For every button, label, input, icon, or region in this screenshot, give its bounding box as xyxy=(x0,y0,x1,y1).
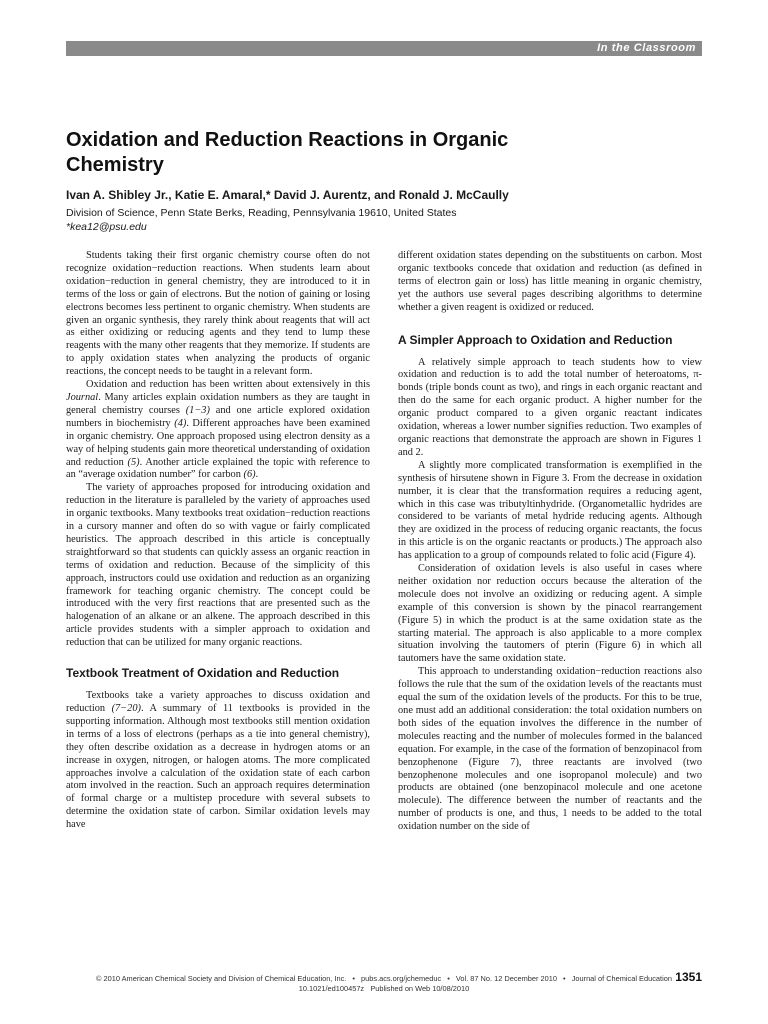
paragraph: different oxidation states depending on the substituents on carbon. Most organic textbooks concede that oxidation and reduction (as defined in terms of electron gain or loss) has little meaning in organic chemistry, yet the authors use several pages describing algorithms to determine whether a given reagent is oxidized or reduced. xyxy=(398,250,702,313)
left-column xyxy=(66,250,370,832)
paragraph: Consideration of oxidation levels is also useful in cases where neither oxidation nor reduction occurs because the alteration of the molecule does not involve an oxidizing or reducing agent. A simple example of this conversion is shown by the pinacol rearrangement (Figure 5) in which the product is at the same oxidation state as the starting material. The approach is also applicable to a more complex situation involving the tautomers of pterin (Figure 6) in which all tautomers have the same oxidation state. xyxy=(398,563,702,665)
paragraph: Students taking their first organic chemistry course often do not recognize oxidation−reduction reactions. When students learn about oxidation−reduction in general chemistry, they are introduced to it in terms of the loss or gain of electrons. But the notion of gaining or losing electrons becomes less pertinent to organic chemistry. When students are given an organic synthesis, they rarely think about reagents that will act as either oxidizing or reducing agents and they tend to lump these reagents with the many other reagents that they memorize. If students are to apply oxidation states when analyzing the products of organic reactions, the concept needs to be taught in a relevant form. xyxy=(66,250,370,378)
citation-link[interactable]: (6) xyxy=(243,469,256,481)
bullet-separator: • xyxy=(563,974,566,983)
section-banner xyxy=(66,41,702,56)
section-heading: A Simpler Approach to Oxidation and Reduction xyxy=(398,332,673,347)
publication-date: Published on Web 10/08/2010 xyxy=(370,984,470,993)
article-title: Oxidation and Reduction Reactions in Organic Chemistry xyxy=(66,129,509,176)
author-affiliation: Division of Science, Penn State Berks, Reading, Pennsylvania 19610, United States xyxy=(66,207,457,219)
right-column xyxy=(398,250,702,834)
page-footer xyxy=(66,974,702,994)
citation-link[interactable]: (1−3) xyxy=(185,404,210,416)
paragraph: The variety of approaches proposed for introducing oxidation and reduction in the literature is paralleled by the variety of approaches used in organic textbooks. Many textbooks treat oxidation−reduction reactions in a cursory manner and often do so with vague or fairly complicated heuristics. The approach described in this article is conceptually straightforward so that students can quickly assess an organic reaction in terms of oxidation and reduction. Because of the simplicity of this approach, instructors could use oxidation and reduction as an organizing framework for teaching organic chemistry. The concept could be introduced with the very first reactions that are presented such as the halogenation of an alkane or an alkene. The approach described in this article provides students with a simpler approach to oxidation and reduction that can be utilized for many organic reactions. xyxy=(66,482,370,649)
corresponding-email[interactable]: *kea12@psu.edu xyxy=(66,221,147,233)
bullet-separator: • xyxy=(352,974,355,983)
journal-name: Journal of Chemical Education xyxy=(571,974,672,983)
paragraph: This approach to understanding oxidation−reduction reactions also follows the rule that the sum of the oxidation levels of the reactants must equal the sum of the oxidation levels of the products. For this to be true, one must add an additional consideration: the total oxidation numbers on both sides of the equation involves the difference in the number of molecules reacting and the number of molecules formed in the balanced equation. For example, in the case of the formation of benzopinacol from benzophenone (Figure 7), three reactants are involved (two benzophenone molecules and one isopropanol molecule) and two products are obtained (one benzopinacol molecule and one acetone molecule). The difference between the number of reactants and the number of products is one, and thus, 1 needs to be added to the total oxidation number on the side of xyxy=(398,666,702,833)
citation-link[interactable]: (4) xyxy=(174,417,187,429)
paragraph: A slightly more complicated transformation is exemplified in the synthesis of hirsutene shown in Figure 3. From the decrease in oxidation number, it is clear that the transformation requires a reducing agent, which in this case was tributyltinhydride. (Organometallic hydrides are considered to be variants of metal hydride reducing agents. Although they are oxidized in the process of reducing organic reactants, the focus in this article is on the organic reactants or products.) The approach also has application to a group of compounds related to folic acid (Figure 4). xyxy=(398,459,702,562)
citation-link[interactable]: (7−20) xyxy=(111,703,141,714)
bullet-separator: • xyxy=(447,974,450,983)
author-list: Ivan A. Shibley Jr., Katie E. Amaral,* David J. Aurentz, and Ronald J. McCaully xyxy=(66,188,509,202)
paragraph: A relatively simple approach to teach students how to view oxidation and reduction is to add the total number of heteroatoms, π-bonds (triple bonds count as two), and rings in each organic reactant and then do the same for each organic product. A higher number for the organic product compared to a given organic reactant indicates oxidation, whereas a lower number signifies reduction. Two examples of organic reactions that demonstrate the approach are shown in Figures 1 and 2. xyxy=(398,356,702,458)
section-label: In the Classroom xyxy=(597,42,696,54)
citation-link[interactable]: (5) xyxy=(127,456,140,468)
copyright-notice: © 2010 American Chemical Society and Division of Chemical Education, Inc. xyxy=(96,974,347,983)
paragraph: Oxidation and reduction has been written about extensively in this Journal. Many articles explain oxidation numbers as they are taught in general chemistry courses (1−3) and one article explored oxidation numbers in biochemistry (4). Different approaches have been examined in organic chemistry. One approach proposed using electron density as a way of helping students gain more theoretical understanding of oxidation and reduction (5). Another article explained the topic with reference to an “average oxidation number” for carbon (6). xyxy=(66,379,371,481)
journal-url[interactable]: pubs.acs.org/jchemeduc xyxy=(361,974,442,983)
doi[interactable]: 10.1021/ed100457z xyxy=(298,984,365,993)
volume-info: Vol. 87 No. 12 December 2010 xyxy=(455,974,557,983)
page-number: 1351 xyxy=(675,970,702,984)
paragraph: Textbooks take a variety approaches to discuss oxidation and reduction (7−20). A summary of 11 textbooks is provided in the supporting information. Although most textbooks still mention oxidation in terms of a loss of electrons (perhaps as a tie into general chemistry), they often describe oxidation as a decrease in hydrogen atoms or an increase in oxygen, nitrogen, or halogen atoms. The more complicated approaches involve a calculation of the oxidation state of each carbon atom involved in the reaction. Such an approach requires determination of formal charge or a multistep procedure with several subsets to determine the oxidation state of carbon. Similar oxidation levels may have xyxy=(66,690,370,831)
section-heading: Textbook Treatment of Oxidation and Reduction xyxy=(66,666,340,681)
